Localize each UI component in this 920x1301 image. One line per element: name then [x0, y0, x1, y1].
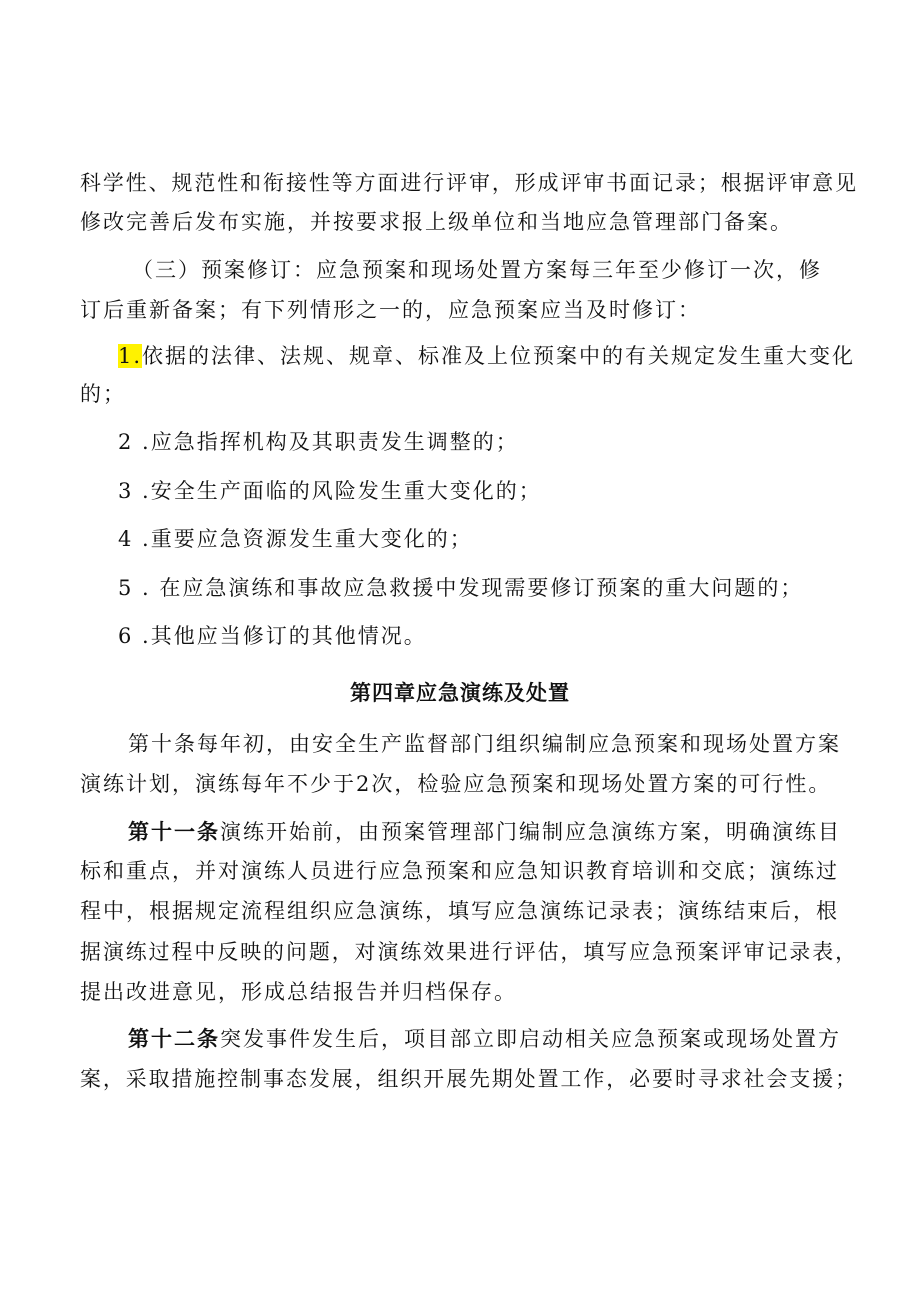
list-item [118, 343, 855, 369]
list-item: 5 . 在应急演练和事故应急救援中发现需要修订预案的重大问题的； [118, 576, 804, 600]
chapter-heading: 第四章应急演练及处置 [350, 680, 570, 705]
article-label: 第十二条 [128, 1026, 220, 1051]
list-item: 6 .其他应当修订的其他情况。 [118, 624, 427, 648]
paragraph-line: 程中，根据规定流程组织应急演练，填写应急演练记录表；演练结束后，根 [80, 899, 839, 923]
paragraph-line: 案，采取措施控制事态发展，组织开展先期处置工作，必要时寻求社会支援； [80, 1067, 858, 1091]
list-item-number: 1. [118, 344, 143, 368]
list-item: 2 .应急指挥机构及其职责发生调整的； [118, 430, 519, 454]
paragraph-line: 演练计划，演练每年不少于2次，检验应急预案和现场处置方案的可行性。 [80, 772, 832, 796]
paragraph-line: （三）预案修订：应急预案和现场处置方案每三年至少修订一次，修 [132, 258, 822, 282]
paragraph-line: 标和重点，并对演练人员进行应急预案和应急知识教育培训和交底；演练过 [80, 859, 839, 883]
paragraph-line: 第十条每年初，由安全生产监督部门组织编制应急预案和现场处置方案 [128, 732, 841, 756]
article-text: 演练开始前，由预案管理部门编制应急演练方案，明确演练目 [220, 820, 841, 844]
article-line [128, 1026, 841, 1052]
article-line [128, 819, 841, 845]
list-item: 3 .安全生产面临的风险发生重大变化的； [118, 479, 542, 503]
paragraph-line: 修改完善后发布实施，并按要求报上级单位和当地应急管理部门备案。 [80, 210, 793, 234]
article-label: 第十一条 [128, 819, 220, 844]
paragraph-line: 订后重新备案；有下列情形之一的，应急预案应当及时修订： [80, 298, 701, 322]
list-item: 4 .重要应急资源发生重大变化的； [118, 527, 473, 551]
list-item-text: 依据的法律、法规、规章、标准及上位预案中的有关规定发生重大变化 [142, 344, 856, 368]
paragraph-line: 提出改进意见，形成总结报告并归档保存。 [80, 980, 517, 1004]
paragraph-line: 据演练过程中反映的问题，对演练效果进行评估，填写应急预案评审记录表， [80, 940, 858, 964]
list-item-continuation: 的； [80, 382, 126, 406]
article-text: 突发事件发生后，项目部立即启动相关应急预案或现场处置方 [220, 1027, 841, 1051]
paragraph-line: 科学性、规范性和衔接性等方面进行评审，形成评审书面记录；根据评审意见 [80, 171, 858, 195]
